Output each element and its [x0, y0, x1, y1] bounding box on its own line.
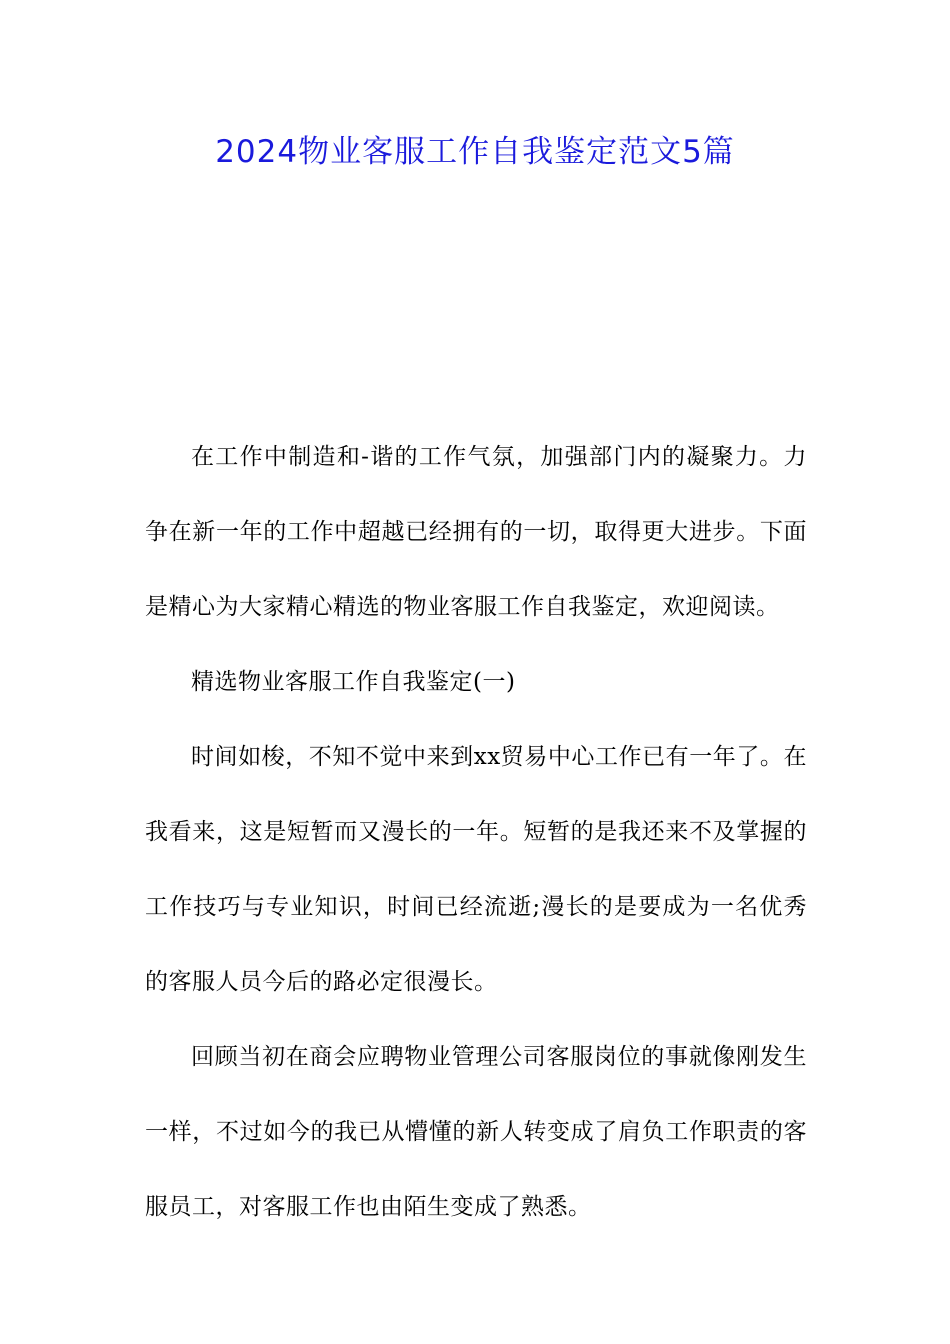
intro-paragraph: 在工作中制造和-谐的工作气氛，加强部门内的凝聚力。力争在新一年的工作中超越已经拥有的一切，取得更大进步。下面是精心为大家精心精选的物业客服工作自我鉴定，欢迎阅读。	[145, 444, 807, 620]
body-paragraph: 时间如梭，不知不觉中来到xx贸易中心工作已有一年了。在我看来，这是短暂而又漫长的一年。短暂的是我还来不及掌握的工作技巧与专业知识，时间已经流逝;漫长的是要成为一名优秀的客服人员今后的路必定很漫长。	[145, 744, 807, 995]
section-heading: 精选物业客服工作自我鉴定(一)	[191, 669, 516, 695]
document-body	[145, 420, 807, 1245]
document-title: 2024物业客服工作自我鉴定范文5篇	[215, 134, 735, 170]
body-paragraph: 回顾当初在商会应聘物业管理公司客服岗位的事就像刚发生一样，不过如今的我已从懵懂的新人转变成了肩负工作职责的客服员工，对客服工作也由陌生变成了熟悉。	[145, 1044, 807, 1220]
